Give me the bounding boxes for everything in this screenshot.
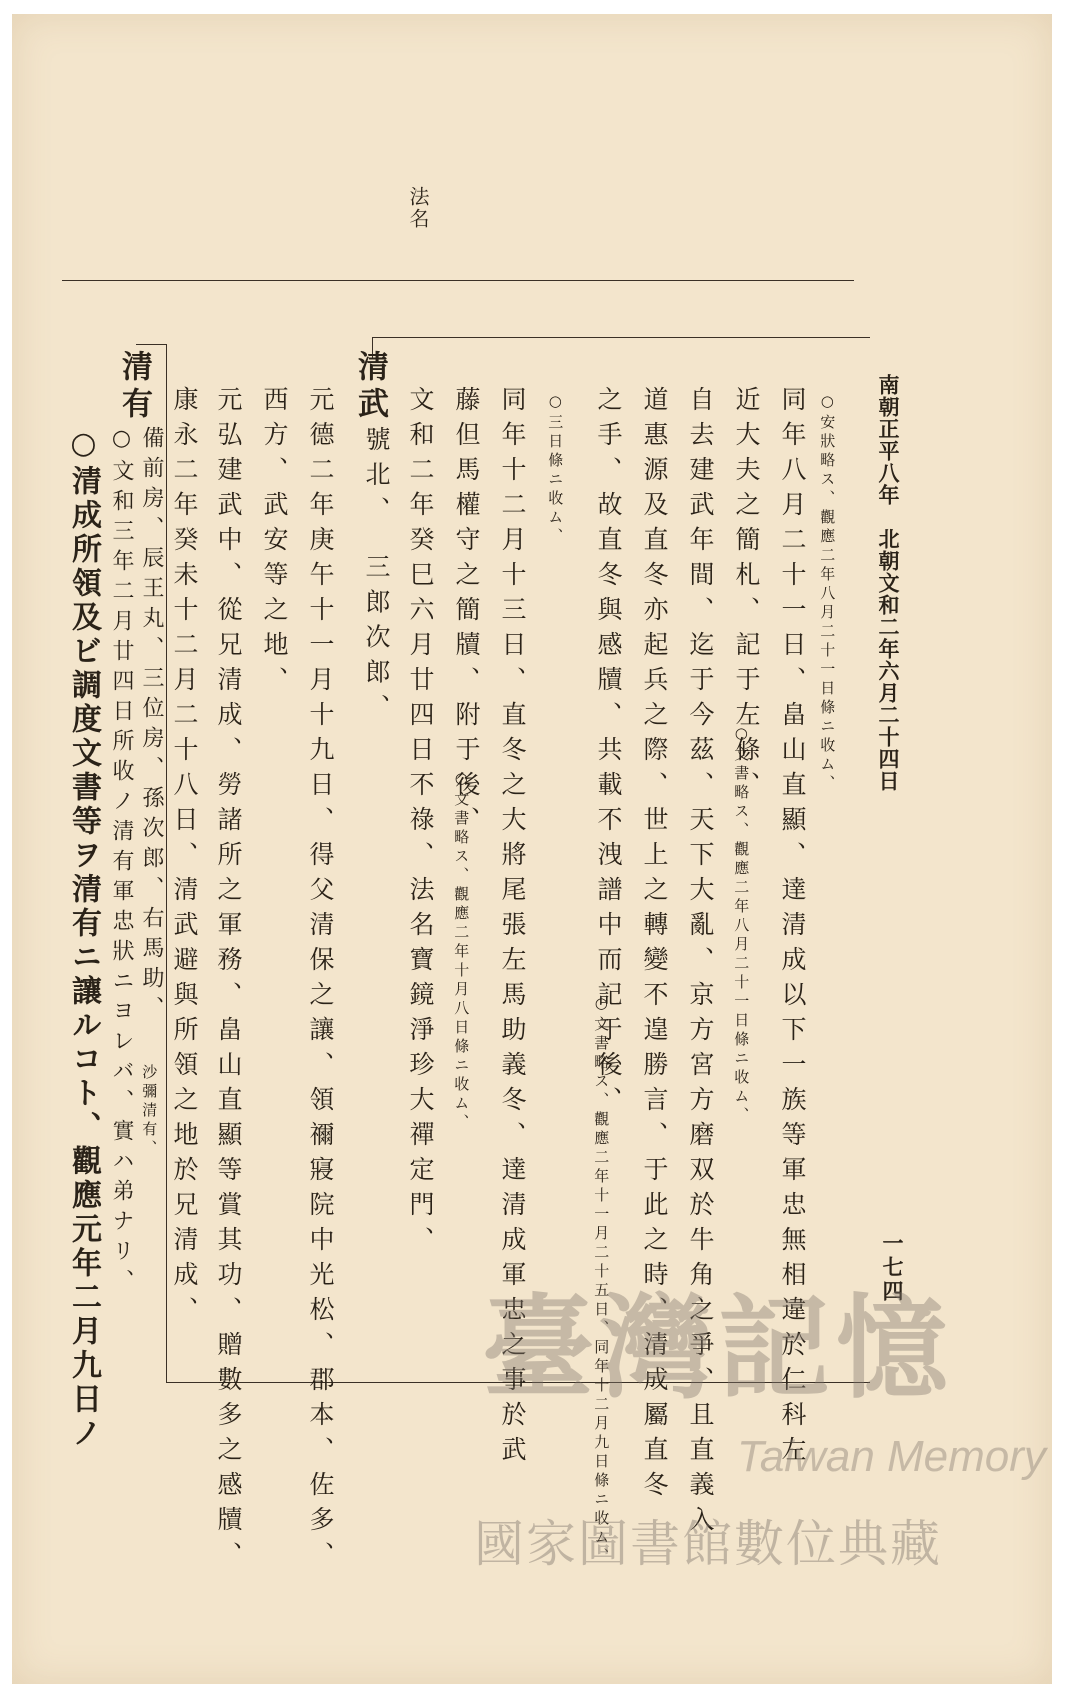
text-column-13: 康永二年癸未十二月二十八日、清武避與所領之地於兄清成、 xyxy=(170,386,199,1331)
watermark-logo-text: 臺灣記憶 xyxy=(482,1283,954,1414)
header-era: 南朝正平八年 北朝文和二年六月二十四日 xyxy=(876,374,901,792)
note-column-1: ○安狀略ス、觀應二年八月二十一日條ニ收ム、 xyxy=(818,392,837,794)
text-column-12: 元弘建武中、從兄清成、勞諸所之軍務、畠山直顯等賞其功、贈數多之感牘、 xyxy=(214,386,243,1576)
document-page xyxy=(12,14,1052,1684)
text-column-2: 近大夫之簡札、記于左條、 xyxy=(732,386,761,806)
text-column-10: 元德二年庚午十一月十九日、得父清保之讓、領禰寢院中光松、郡本、佐多、 xyxy=(306,386,335,1576)
upper-rule xyxy=(62,280,854,281)
text-column-4: 道惠源及直冬亦起兵之際、世上之轉變不遑勝言、于此之時、清成屬直冬 xyxy=(640,386,669,1506)
section-heading-column: ○清成所領及ビ調度文書等ヲ清有ニ讓ルコト、觀應元年二月九日ノ xyxy=(66,426,101,1451)
note-column-5: ○文書略ス、觀應二年十月八日條ニ收ム、 xyxy=(452,769,471,1133)
watermark-library: 國家圖書館數位典藏 xyxy=(474,1515,942,1573)
frame-left xyxy=(166,344,167,1382)
text-column-5: 之手、故直冬與感牘、共載不洩譜中而記于後、 xyxy=(594,386,623,1121)
text-column-9: 號北、 三郎次郎、 xyxy=(362,426,391,729)
text-column-8: 文和二年癸巳六月廿四日不祿、法名寶鏡淨珍大禪定門、 xyxy=(406,386,435,1261)
note-column-4: ○三日條ニ收ム、 xyxy=(546,392,565,547)
frame-top-left xyxy=(136,344,166,345)
text-column-14: 備前房、辰王丸、三位房、孫次郎、右馬助、 xyxy=(139,426,164,1026)
entry-name-kiyoari: 清有 xyxy=(116,350,152,424)
frame-top xyxy=(372,337,870,338)
text-column-15: ○文和三年二月廿四日所收ノ清有軍忠狀ニヨレバ、實ハ弟ナリ、 xyxy=(109,426,134,1299)
section-name: 法名 xyxy=(406,186,430,230)
note-column-6: 沙彌清有、 xyxy=(140,1064,159,1159)
text-column-6: 同年十二月十三日、直冬之大將尾張左馬助義冬、達清成軍忠之事於武 xyxy=(498,386,527,1471)
text-column-11: 西方、武安等之地、 xyxy=(260,386,289,701)
page-number: 一七四 xyxy=(880,1232,905,1304)
entry-name-kiyotake: 清武 xyxy=(352,350,388,424)
note-column-2: ○文書略ス、觀應二年八月二十一日條ニ收ム、 xyxy=(732,724,751,1126)
note-column-3: ○文書略ス、觀應二年十一月二十五日、同年十二月九日條ニ收ム、 xyxy=(592,994,611,1567)
text-column-3: 自去建武年間、迄于今茲、天下大亂、京方宮方磨双於牛角之爭、且直義入 xyxy=(686,386,715,1541)
text-column-7: 藤但馬權守之簡牘、附于後、 xyxy=(452,386,481,841)
watermark-english: Taiwan Memory xyxy=(737,1432,1046,1481)
text-column-1: 同年八月二十一日、畠山直顯、達清成以下一族等軍忠無相違於仁科左 xyxy=(778,386,807,1471)
